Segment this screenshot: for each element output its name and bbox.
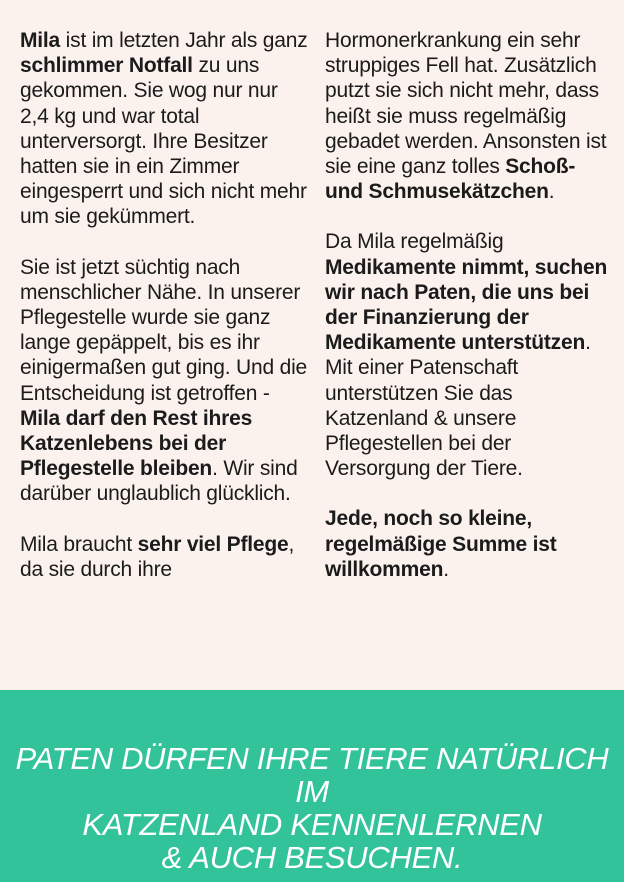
bold-run: sehr viel Pflege bbox=[137, 532, 289, 556]
text-run: . Mit einer Patenschaft unterstützen Sie das Katzenland & unsere Pflegestellen bei der Versorgung der Tiere. bbox=[325, 331, 591, 481]
banner-line-2: KATZENLAND KENNENLERNEN bbox=[82, 807, 542, 842]
paragraph-call-to-action bbox=[325, 506, 615, 582]
banner-line-1: PATEN DÜRFEN IHRE TIERE NATÜRLICH IM bbox=[15, 741, 609, 809]
text-run: . bbox=[548, 180, 555, 204]
paragraph-sponsorship bbox=[325, 229, 615, 481]
text-run: Da Mila regelmäßig bbox=[325, 230, 504, 254]
banner-line-3: & AUCH BESUCHEN. bbox=[161, 840, 463, 875]
left-text-column bbox=[20, 28, 310, 607]
bold-run: Jede, noch so kleine, regelmäßige Summe ist willkommen bbox=[325, 507, 557, 581]
text-run: Sie ist jetzt süchtig nach menschlicher Nähe. In unserer Pflegestelle wurde sie ganz lange gepäppelt, bis es ihr einigermaßen gut ging. Und die Entscheidung ist getroffen - bbox=[20, 255, 308, 405]
bold-run: schlimmer Notfall bbox=[20, 54, 193, 78]
text-run: Mila braucht bbox=[20, 532, 138, 556]
text-run: . bbox=[443, 557, 449, 581]
paragraph-care bbox=[20, 532, 310, 582]
text-run: ist im letzten Jahr als ganz bbox=[60, 29, 308, 52]
paragraph-decision bbox=[20, 255, 310, 507]
bold-run: Medikamente nimmt, suchen wir nach Paten, die uns bei der Finanzierung der Medikamente unterstützen bbox=[325, 255, 608, 355]
bold-run: Schoß- und Schmusekätzchen bbox=[325, 155, 576, 204]
text-run: , da sie durch ihre bbox=[20, 532, 295, 581]
bold-run: Mila darf den Rest ihres Katzenlebens bei der Pflegestelle bleiben bbox=[20, 406, 253, 481]
text-run: Hormonerkrankung ein sehr struppiges Fell hat. Zusätzlich putzt sie sich nicht mehr, dass heißt sie muss regelmäßig gebadet werden. Ansonsten ist sie eine ganz tolles bbox=[325, 29, 607, 179]
banner-text bbox=[0, 742, 624, 874]
text-run: zu uns gekommen. Sie wog nur nur 2,4 kg und war total unterversorgt. Ihre Besitzer hatten sie in ein Zimmer eingesperrt und sich nicht mehr um sie gekümmert. bbox=[20, 54, 307, 229]
cat-name: Mila bbox=[20, 29, 61, 52]
right-text-column bbox=[325, 28, 615, 607]
paragraph-intro bbox=[20, 28, 310, 230]
text-run: . Wir sind darüber unglaublich glücklich. bbox=[20, 457, 298, 506]
paragraph-condition bbox=[325, 28, 615, 204]
footer-banner bbox=[0, 690, 624, 882]
